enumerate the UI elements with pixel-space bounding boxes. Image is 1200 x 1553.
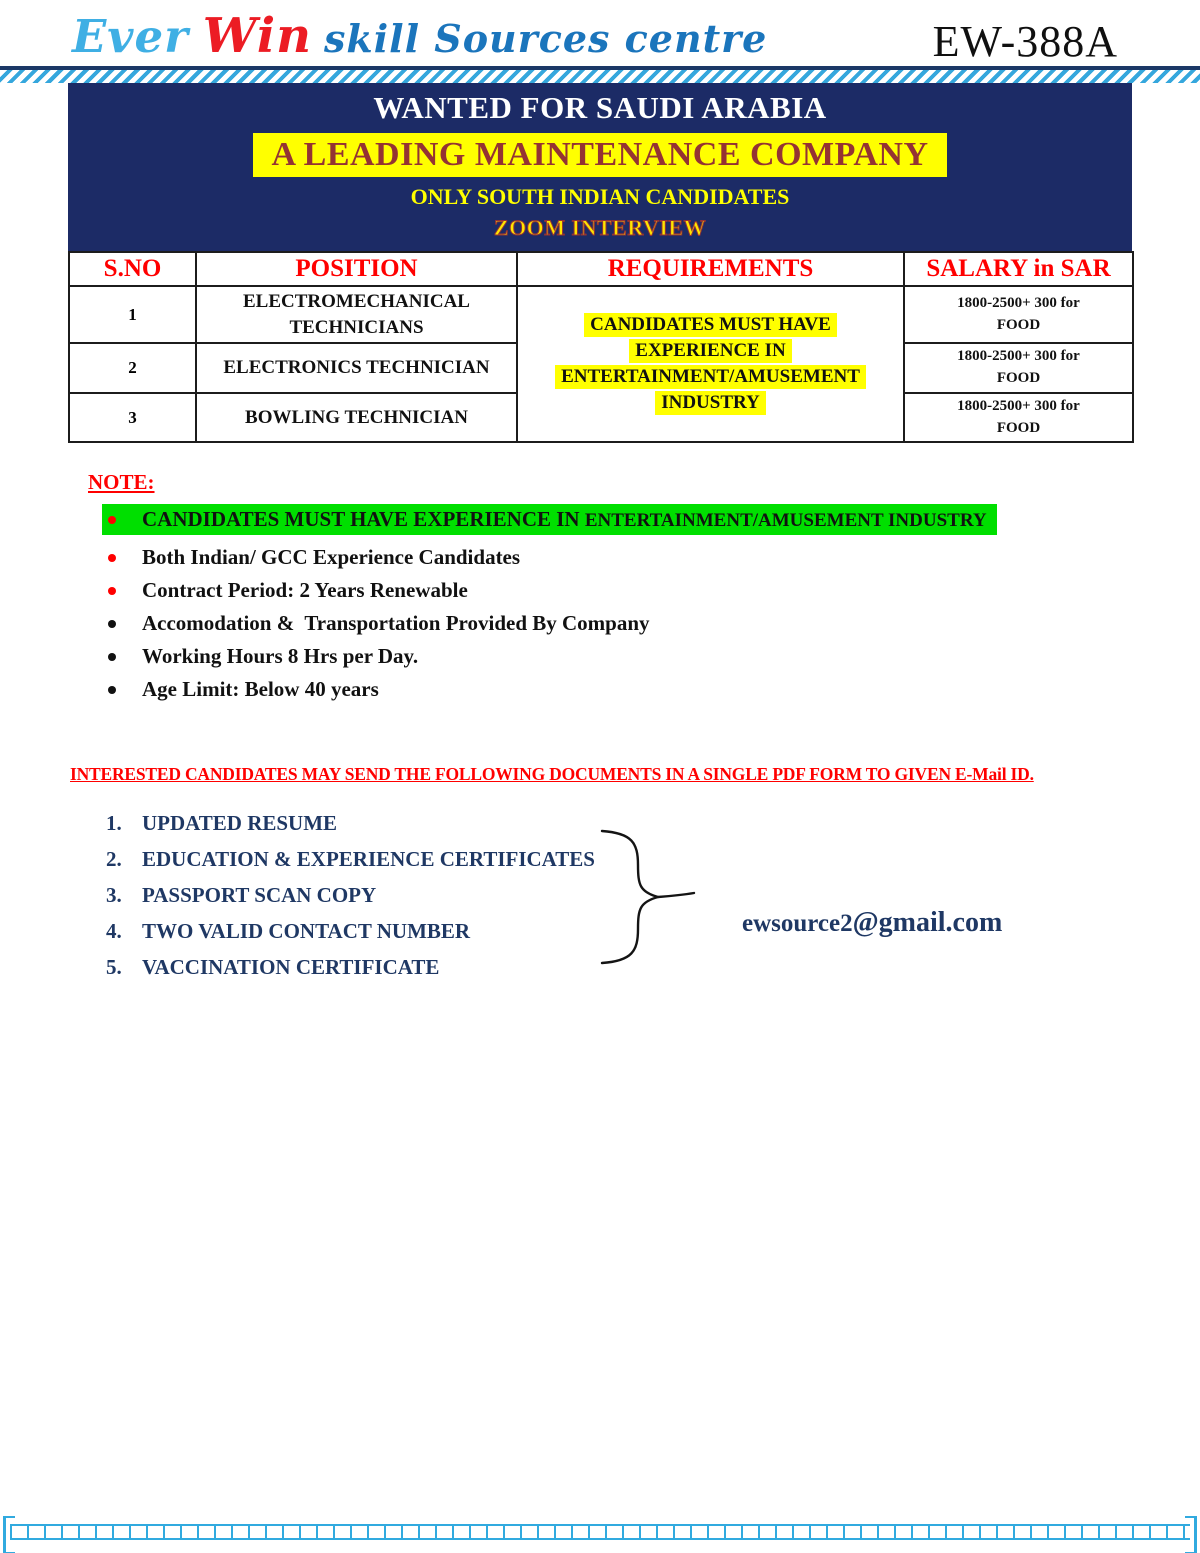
sno-cell: 2 — [69, 343, 196, 393]
banner-company-row — [68, 133, 1132, 177]
documents-section — [0, 811, 1200, 991]
bullet-dot-icon — [108, 554, 116, 562]
note-section — [88, 470, 1200, 702]
logo-word-ever: Ever — [72, 10, 189, 63]
requirement-line: CANDIDATES MUST HAVE — [584, 313, 837, 337]
banner-candidates-note: ONLY SOUTH INDIAN CANDIDATES — [410, 184, 790, 209]
note-bullet-item: Working Hours 8 Hrs per Day. — [102, 644, 1200, 669]
document-number: 3. — [106, 883, 122, 908]
position-cell: ELECTROMECHANICAL TECHNICIANS — [196, 286, 517, 343]
col-header-sno: S.NO — [69, 252, 196, 286]
requirements-cell — [517, 286, 904, 442]
banner-title: WANTED FOR SAUDI ARABIA — [373, 90, 827, 125]
bullet-dot-icon — [108, 653, 116, 661]
sno-cell: 3 — [69, 393, 196, 443]
document-label: EDUCATION & EXPERIENCE CERTIFICATES — [142, 847, 595, 872]
salary-cell: 1800-2500+ 300 for FOOD — [904, 286, 1133, 343]
contact-email[interactable] — [742, 907, 1002, 939]
table-header-row — [69, 252, 1133, 286]
email-domain[interactable]: @gmail.com — [852, 907, 1003, 939]
curly-brace-icon — [596, 827, 700, 967]
bullet-dot-icon — [108, 686, 116, 694]
document-number: 5. — [106, 955, 122, 980]
salary-cell: 1800-2500+ 300 for FOOD — [904, 393, 1133, 443]
bullet-dot-icon — [108, 620, 116, 628]
sno-cell: 1 — [69, 286, 196, 343]
note-bullet-list — [102, 504, 1200, 702]
document-label: TWO VALID CONTACT NUMBER — [142, 919, 471, 944]
bottom-rail-border — [10, 1524, 1190, 1540]
banner-company-highlight: A LEADING MAINTENANCE COMPANY — [253, 133, 946, 177]
banner-interview-mode: ZOOM INTERVIEW — [493, 215, 707, 240]
agency-logo — [72, 8, 767, 64]
cta-heading: INTERESTED CANDIDATES MAY SEND THE FOLLOWING DOCUMENTS IN A SINGLE PDF FORM TO GIVEN E-Mail ID. — [70, 764, 1034, 785]
bullet-dot-icon — [108, 516, 116, 524]
position-cell: BOWLING TECHNICIAN — [196, 393, 517, 443]
document-number: 2. — [106, 847, 122, 872]
col-header-requirements: REQUIREMENTS — [517, 252, 904, 286]
ad-reference-code: EW-388A — [932, 17, 1118, 66]
bullet-dot-icon — [108, 587, 116, 595]
email-user[interactable]: ewsource2 — [742, 910, 853, 938]
logo-word-win: Win — [202, 8, 312, 64]
col-header-position: POSITION — [196, 252, 517, 286]
document-number: 1. — [106, 811, 122, 836]
masthead — [0, 0, 1200, 66]
note-title: NOTE: — [88, 470, 155, 495]
document-number: 4. — [106, 919, 122, 944]
note-bullet-item: Contract Period: 2 Years Renewable — [102, 578, 1200, 603]
document-label: VACCINATION CERTIFICATE — [142, 955, 440, 980]
table-row — [69, 286, 1133, 343]
salary-cell: 1800-2500+ 300 for FOOD — [904, 343, 1133, 393]
position-cell: ELECTRONICS TECHNICIAN — [196, 343, 517, 393]
requirement-line: INDUSTRY — [655, 391, 766, 415]
note-bullet-item: Both Indian/ GCC Experience Candidates — [102, 545, 1200, 570]
requirement-line: EXPERIENCE IN — [629, 339, 791, 363]
positions-table — [68, 251, 1134, 443]
col-header-salary: SALARY in SAR — [904, 252, 1133, 286]
banner — [68, 83, 1132, 251]
logo-word-rest: skill Sources centre — [324, 16, 768, 61]
hatch-divider — [0, 66, 1200, 83]
note-bullet-item: CANDIDATES MUST HAVE EXPERIENCE IN ENTERTAINMENT/AMUSEMENT INDUSTRY — [102, 504, 997, 535]
requirement-line: ENTERTAINMENT/AMUSEMENT — [555, 365, 866, 389]
document-label: UPDATED RESUME — [142, 811, 338, 836]
note-bullet-item: Accomodation & Transportation Provided By Company — [102, 611, 1200, 636]
note-bullet-item: Age Limit: Below 40 years — [102, 677, 1200, 702]
document-label: PASSPORT SCAN COPY — [142, 883, 377, 908]
